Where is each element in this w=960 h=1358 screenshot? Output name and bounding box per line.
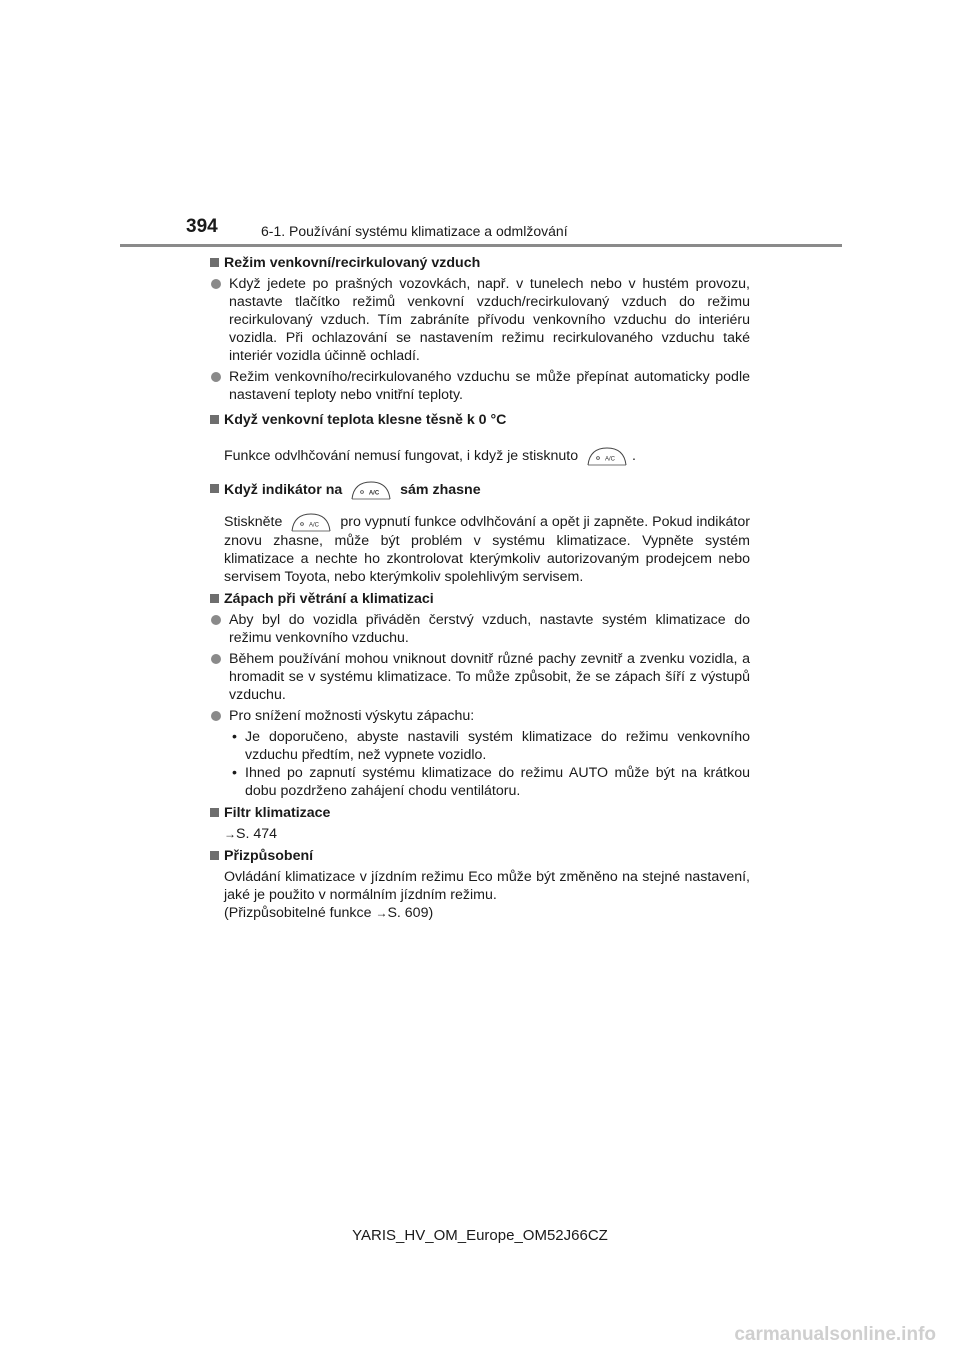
svg-text:A/C: A/C [309,522,320,529]
bullet-item: Aby byl do vozidla přiváděn čerstvý vzduch, nastavte systém klimatizace do režimu venkovního vzduchu. [210,611,750,647]
section-heading-custom: Přizpůsobení [210,847,750,865]
sub-bullet-item: • Ihned po zapnutí systému klimatizace do režimu AUTO může být na krátkou dobu pozdrženo zahájení chodu ventilátoru. [232,765,750,799]
header-rule [120,244,842,247]
sub-bullet-item: • Je doporučeno, abyste nastavili systém klimatizace do režimu venkovního vzduchu předtím, než vypnete vozidlo. [232,729,750,763]
section-heading-recirc: Režim venkovní/recirkulovaný vzduch [210,254,750,272]
square-bullet-icon [210,258,219,267]
ac-button-icon [350,480,392,500]
svg-text:A/C: A/C [605,456,616,463]
section-heading-indicator: Když indikátor na A/C sám zhasne [210,480,750,500]
bullet-item: Když jedete po prašných vozovkách, např. v tunelech nebo v hustém provozu, nastavte tlačítko režimů venkovní vzduch/recirkulovaný vzduch do režimu recirkulovaný vzduch. Tím zabráníte přívodu venkovního vzduchu do interiéru vozidla. Při ochlazování se nastavením režimu recirkulovaného vzduchu také interiér vozidla účinně ochladí. [210,275,750,365]
paragraph: Ovládání klimatizace v jízdním režimu Eco může být změněno na stejné nastavení, jaké je použito v normálním jízdním režimu. [224,869,750,903]
page-reference[interactable]: (Přizpůsobitelné funkce →S. 609) [224,905,434,921]
square-bullet-icon [210,484,219,493]
chapter-title: 6-1. Používání systému klimatizace a odmlžování [261,223,568,239]
page-content [210,254,750,922]
circle-bullet-icon [211,279,221,289]
square-bullet-icon [210,415,219,424]
paragraph: Funkce odvlhčování nemusí fungovat, i když je stisknuto A/C . [210,446,750,466]
square-bullet-icon [210,808,219,817]
paragraph: Stiskněte A/C pro vypnutí funkce odvlhčování a opět ji zapněte. Pokud indikátor znovu zhasne, může být problém v systému klimatizace. Vypněte systém klimatizace a nechte ho zkontrolovat kterýmkoliv autorizovaným prodejcem nebo servisem Toyota, nebo kterýmkoliv spolehlivým servisem. [224,513,750,585]
watermark: carmanualsonline.info [734,1324,936,1345]
svg-text:A/C: A/C [369,490,380,497]
circle-bullet-icon [211,654,221,664]
page-reference[interactable]: →S. 474 [224,826,278,842]
page-header [120,212,842,248]
arrow-right-icon: → [224,827,236,841]
dot-bullet-icon: • [232,729,237,745]
section-heading-filter: Filtr klimatizace [210,804,750,822]
circle-bullet-icon [211,711,221,721]
bullet-item: Pro snížení možnosti výskytu zápachu: [210,707,750,725]
page-number: 394 [186,216,218,237]
ac-button-icon [290,512,332,532]
document-code: YARIS_HV_OM_Europe_OM52J66CZ [352,1227,608,1244]
section-heading-odor: Zápach při větrání a klimatizaci [210,590,750,608]
circle-bullet-icon [211,372,221,382]
bullet-item: Režim venkovního/recirkulovaného vzduchu se může přepínat automaticky podle nastavení teploty nebo vnitřní teploty. [210,368,750,404]
arrow-right-icon: → [375,906,388,920]
square-bullet-icon [210,594,219,603]
circle-bullet-icon [211,615,221,625]
square-bullet-icon [210,851,219,860]
ac-button-icon [586,446,628,466]
section-heading-cold: Když venkovní teplota klesne těsně k 0 °C [210,411,750,429]
bullet-item: Během používání mohou vniknout dovnitř různé pachy zevnitř a zvenku vozidla, a hromadit se v systému klimatizace. To může způsobit, že se zápach šíří z výstupů vzduchu. [210,650,750,704]
dot-bullet-icon: • [232,765,237,781]
